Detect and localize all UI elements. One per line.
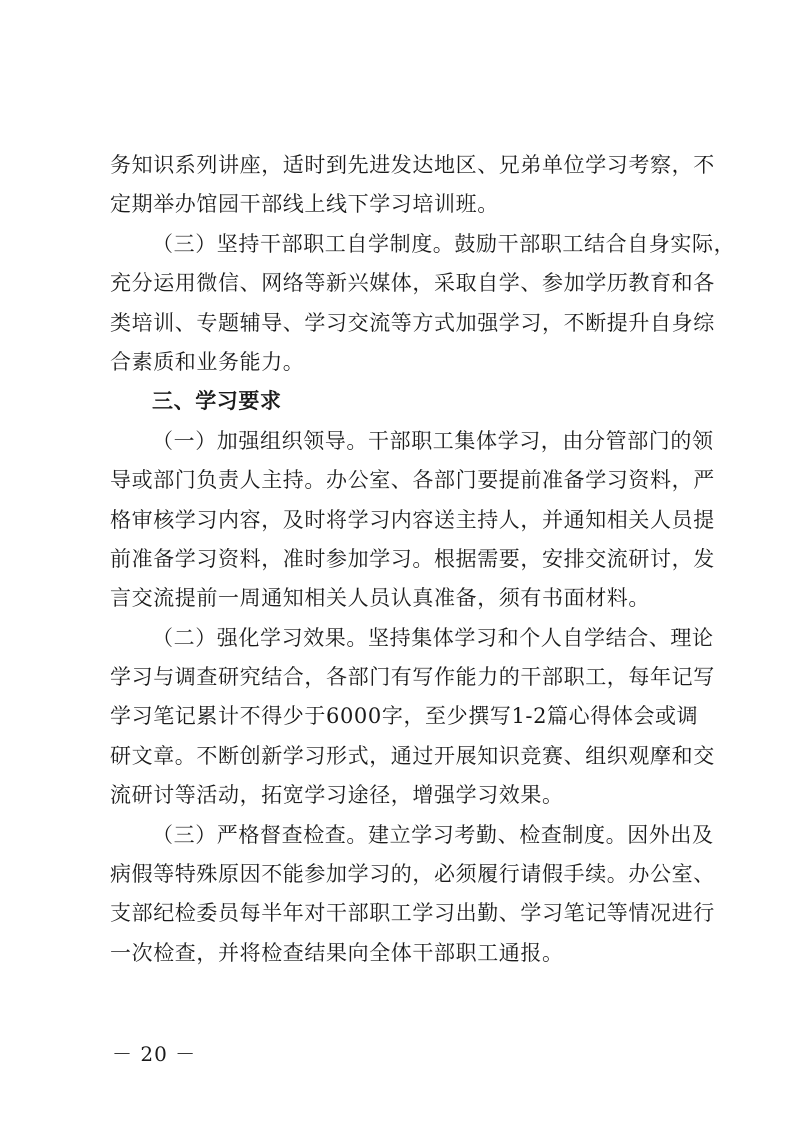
body-line: 学习与调查研究结合，各部门有写作能力的干部职工，每年记写 <box>110 665 715 690</box>
page-number: － 20 － <box>112 1042 197 1066</box>
paragraph-start-line: （三）坚持干部职工自学制度。鼓励干部职工结合自身实际， <box>152 231 736 256</box>
paragraph-start-line: （三）严格督查检查。建立学习考勤、检查制度。因外出及 <box>152 822 714 847</box>
document-body <box>110 146 736 973</box>
paragraph-start-line: （一）加强组织领导。干部职工集体学习，由分管部门的领 <box>152 428 714 453</box>
body-line: 务知识系列讲座，适时到先进发达地区、兄弟单位学习考察，不 <box>110 153 715 177</box>
body-line: 病假等特殊原因不能参加学习的，必须履行请假手续。办公室、 <box>110 862 715 887</box>
body-line: 类培训、专题辅导、学习交流等方式加强学习，不断提升自身综 <box>110 310 715 335</box>
body-line: 前准备学习资料，准时参加学习。根据需要，安排交流研讨，发 <box>110 546 715 571</box>
body-line: 流研讨等活动，拓宽学习途径，增强学习效果。 <box>110 783 564 808</box>
body-line: 一次检查，并将检查结果向全体干部职工通报。 <box>110 940 564 965</box>
body-line: 合素质和业务能力。 <box>110 349 305 374</box>
body-line: 学习笔记累计不得少于6000字，至少撰写1-2篇心得体会或调 <box>110 704 699 729</box>
paragraph-start-line: （二）强化学习效果。坚持集体学习和个人自学结合、理论 <box>152 625 714 650</box>
body-line: 定期举办馆园干部线上线下学习培训班。 <box>110 192 499 217</box>
section-heading: 三、学习要求 <box>152 389 282 414</box>
body-line: 格审核学习内容，及时将学习内容送主持人，并通知相关人员提 <box>110 507 715 532</box>
body-line: 言交流提前一周通知相关人员认真准备，须有书面材料。 <box>110 586 650 611</box>
body-line: 支部纪检委员每半年对干部职工学习出勤、学习笔记等情况进行 <box>110 901 715 926</box>
body-line: 研文章。不断创新学习形式，通过开展知识竞赛、组织观摩和交 <box>110 743 715 768</box>
body-line: 充分运用微信、网络等新兴媒体，采取自学、参加学历教育和各 <box>110 271 715 296</box>
body-line: 导或部门负责人主持。办公室、各部门要提前准备学习资料，严 <box>110 468 715 493</box>
